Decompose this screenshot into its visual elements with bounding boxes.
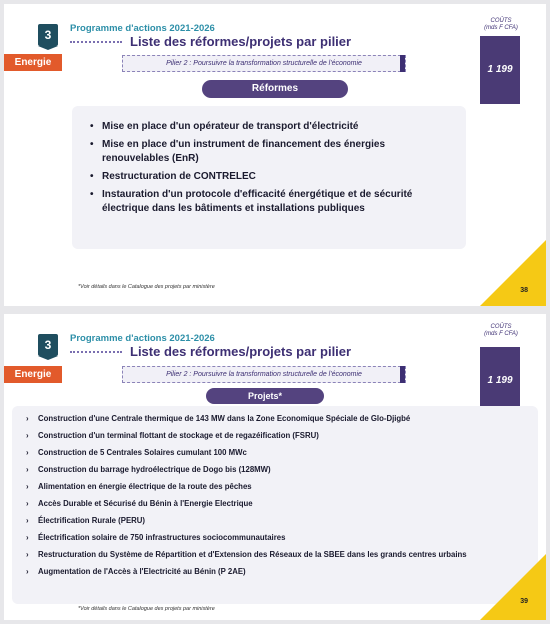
page-number: 39 xyxy=(520,598,528,605)
slide-39 xyxy=(4,314,546,620)
list-item xyxy=(90,120,450,134)
bullet-marker: › xyxy=(26,567,29,576)
bullet-marker: • xyxy=(90,121,94,132)
footnote: *Voir détails dans le Catalogue des projets par ministère xyxy=(78,284,215,290)
pillar-banner: Pilier 2 : Poursuivre la transformation structurelle de l'économie xyxy=(122,55,406,72)
list-item-text: Instauration d'un protocole d'efficacité énergétique et de sécurité électrique dans les bâtiments et installations publiques xyxy=(102,189,413,214)
list-item-text: Électrification Rurale (PERU) xyxy=(38,516,146,525)
project-list xyxy=(26,413,526,583)
list-item-text: Alimentation en énergie électrique de la route des pêches xyxy=(38,482,252,491)
pillar-banner-end xyxy=(400,55,405,72)
cost-header xyxy=(478,324,524,338)
bullet-marker: › xyxy=(26,414,29,423)
list-item-text: Augmentation de l'Accès à l'Electricité au Bénin (P 2AE) xyxy=(38,567,246,576)
list-item-text: Construction du barrage hydroélectrique de Dogo bis (128MW) xyxy=(38,465,271,474)
cost-unit-label: (mds F CFA) xyxy=(484,331,518,337)
page-number: 38 xyxy=(520,287,528,294)
content-panel xyxy=(72,106,466,249)
list-item-text: Restructuration du Système de Répartition et d'Extension des Réseaux de la SBEE dans les grands centres urbains xyxy=(38,550,467,559)
pillar-banner: Pilier 2 : Poursuivre la transformation structurelle de l'économie xyxy=(122,366,406,383)
section-pill: Réformes xyxy=(202,80,348,98)
section-number-badge: 3 xyxy=(38,24,58,46)
slide-38 xyxy=(4,4,546,306)
list-item xyxy=(26,549,526,560)
bullet-marker: • xyxy=(90,139,94,150)
list-item-text: Restructuration de CONTRELEC xyxy=(102,171,256,182)
bullet-marker: › xyxy=(26,482,29,491)
section-number-badge: 3 xyxy=(38,334,58,356)
list-item xyxy=(90,138,450,166)
list-item xyxy=(26,430,526,441)
cost-header-label: COÛTS xyxy=(490,324,512,330)
sector-tag: Energie xyxy=(4,54,62,71)
section-pill: Projets* xyxy=(206,388,324,404)
bullet-marker: › xyxy=(26,499,29,508)
list-item-text: Construction d'une Centrale thermique de 143 MW dans la Zone Economique Spéciale de Glo-Djigbé xyxy=(38,414,411,423)
list-item xyxy=(90,170,450,184)
bullet-marker: › xyxy=(26,465,29,474)
cost-header xyxy=(478,18,524,32)
bullet-marker: • xyxy=(90,189,94,200)
cost-header-label: COÛTS xyxy=(490,18,512,24)
reform-list xyxy=(90,120,450,220)
bullet-marker: › xyxy=(26,448,29,457)
page-title: Liste des réformes/projets par pilier xyxy=(130,34,352,49)
list-item xyxy=(26,464,526,475)
list-item-text: Construction de 5 Centrales Solaires cumulant 100 MWc xyxy=(38,448,247,457)
dotted-divider xyxy=(70,41,122,43)
programme-label: Programme d'actions 2021-2026 xyxy=(70,333,215,344)
list-item xyxy=(26,515,526,526)
cost-value-box: 1 199 xyxy=(480,36,520,104)
cost-value-box: 1 199 xyxy=(480,347,520,415)
list-item-text: Électrification solaire de 750 infrastructures sociocommunautaires xyxy=(38,533,286,542)
pillar-banner-end xyxy=(400,366,405,383)
content-panel xyxy=(12,406,538,604)
page-title: Liste des réformes/projets par pilier xyxy=(130,344,352,359)
bullet-marker: • xyxy=(90,171,94,182)
list-item xyxy=(26,566,526,577)
list-item xyxy=(26,498,526,509)
list-item-text: Construction d'un terminal flottant de stockage et de regazéification (FSRU) xyxy=(38,431,319,440)
programme-label: Programme d'actions 2021-2026 xyxy=(70,23,215,34)
bullet-marker: › xyxy=(26,516,29,525)
corner-decoration xyxy=(480,240,546,306)
list-item-text: Mise en place d'un opérateur de transport d'électricité xyxy=(102,121,359,132)
list-item xyxy=(26,447,526,458)
bullet-marker: › xyxy=(26,550,29,559)
list-item-text: Mise en place d'un instrument de financement des énergies renouvelables (EnR) xyxy=(102,139,386,164)
list-item-text: Accès Durable et Sécurisé du Bénin à l'Energie Electrique xyxy=(38,499,253,508)
sector-tag: Energie xyxy=(4,366,62,383)
list-item xyxy=(26,413,526,424)
cost-unit-label: (mds F CFA) xyxy=(484,25,518,31)
list-item xyxy=(90,188,450,216)
bullet-marker: › xyxy=(26,533,29,542)
list-item xyxy=(26,481,526,492)
bullet-marker: › xyxy=(26,431,29,440)
list-item xyxy=(26,532,526,543)
dotted-divider xyxy=(70,351,122,353)
footnote: *Voir détails dans le Catalogue des projets par ministère xyxy=(78,606,215,612)
